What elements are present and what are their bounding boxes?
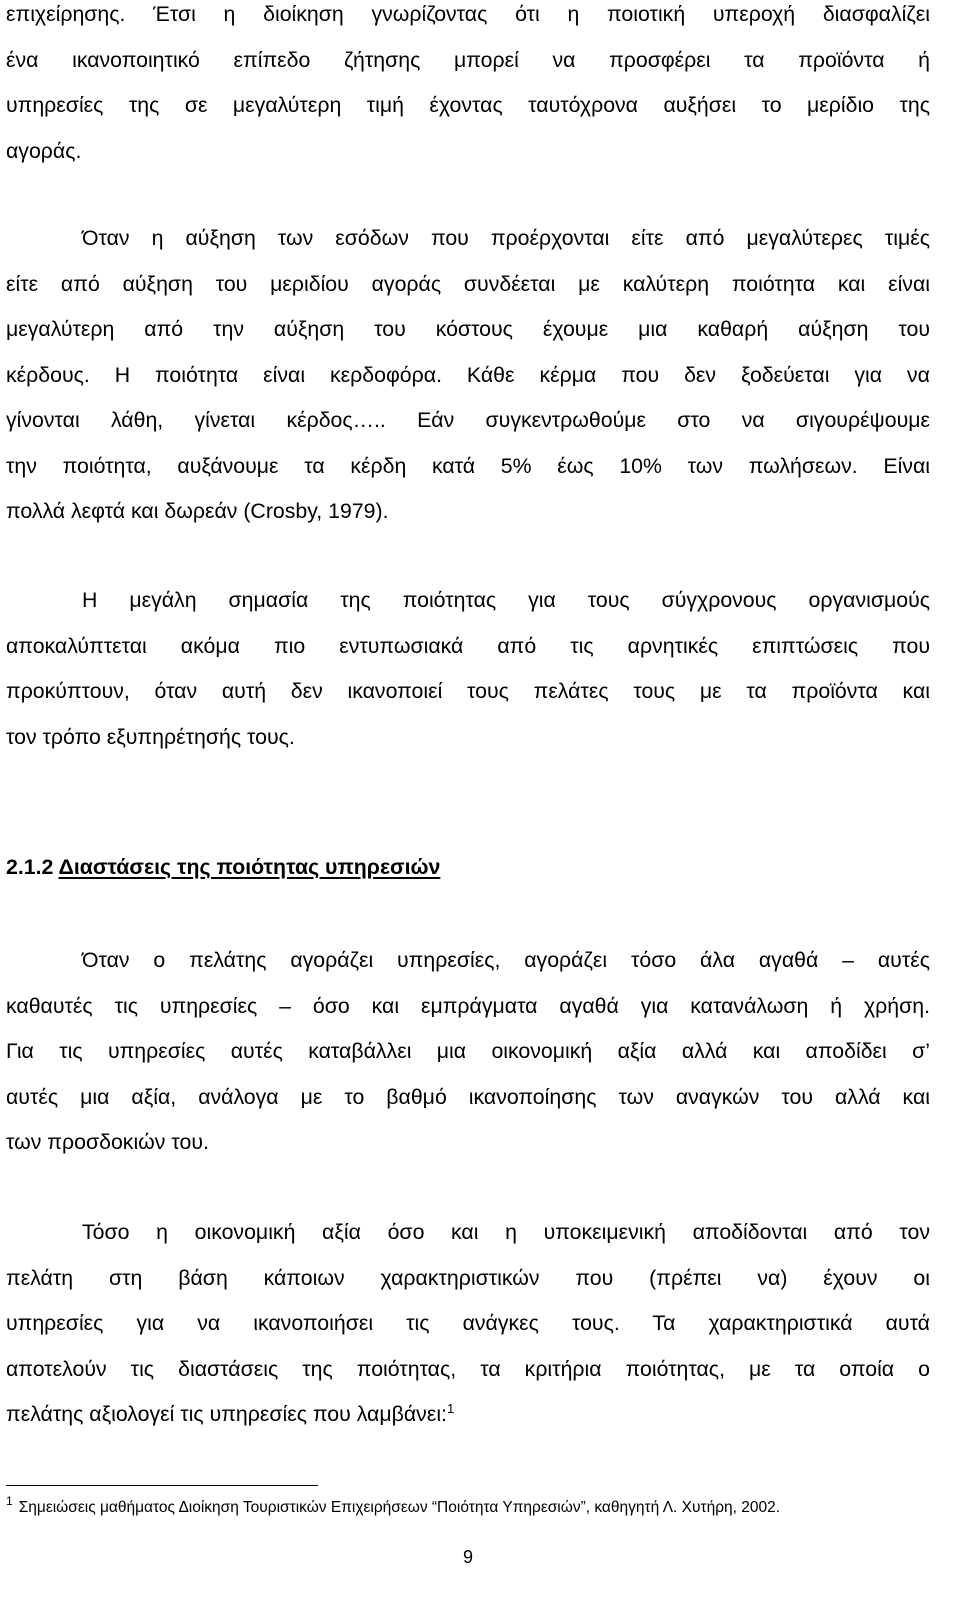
text-line: προκύπτουν, όταν αυτή δεν ικανοποιεί τους πελάτες τους με τα προϊόντα και	[6, 679, 930, 703]
text-line	[6, 1392, 930, 1438]
text-line: Όταν ο πελάτης αγοράζει υπηρεσίες, αγοράζει τόσο άλα αγαθά – αυτές	[82, 948, 930, 972]
text-line-content: πελάτης αξιολογεί τις υπηρεσίες που λαμβάνει:	[6, 1402, 447, 1426]
text-line: πελάτη στη βάση κάποιων χαρακτηριστικών που (πρέπει να) έχουν οι	[6, 1265, 930, 1290]
text-line: αποκαλύπτεται ακόμα πιο εντυπωσιακά από τις αρνητικές επιπτώσεις που	[6, 633, 930, 658]
text-line: αποτελούν τις διαστάσεις της ποιότητας, τα κριτήρια ποιότητας, με τα οποία ο	[6, 1356, 930, 1381]
text-line: μεγαλύτερη από την αύξηση του κόστους έχουμε μια καθαρή αύξηση του	[6, 317, 930, 341]
text-line: αγοράς.	[6, 138, 82, 163]
paragraph-5	[6, 1210, 930, 1438]
paragraph-1	[6, 0, 930, 174]
text-line: Τόσο η οικονομική αξία όσο και η υποκειμενική αποδίδονται από τον	[82, 1220, 930, 1244]
text-line: την ποιότητα, αυξάνουμε τα κέρδη κατά 5% έως 10% των πωλήσεων. Είναι	[6, 453, 930, 478]
section-number: 2.1.2	[6, 855, 54, 879]
text-line: επιχείρησης. Έτσι η διοίκηση γνωρίζοντας ότι η ποιοτική υπεροχή διασφαλίζει	[6, 2, 930, 26]
page-number: 9	[462, 1547, 473, 1567]
text-line: κέρδους. Η ποιότητα είναι κερδοφόρα. Κάθε κέρμα που δεν ξοδεύεται για να	[6, 362, 930, 387]
text-line: Η μεγάλη σημασία της ποιότητας για τους σύγχρονους οργανισμούς	[82, 588, 930, 612]
text-line: αυτές μια αξία, ανάλογα με το βαθμό ικανοποίησης των αναγκών του αλλά και	[6, 1084, 930, 1109]
text-line: καθαυτές τις υπηρεσίες – όσο και εμπράγματα αγαθά για κατανάλωση ή χρήση.	[6, 993, 930, 1018]
text-line: Όταν η αύξηση των εσόδων που προέρχονται είτε από μεγαλύτερες τιμές	[82, 226, 930, 250]
text-line: τον τρόπο εξυπηρέτησής τους.	[6, 724, 295, 749]
footnote-text: Σημειώσεις μαθήματος Διοίκηση Τουριστικών Επιχειρήσεων “Ποιότητα Υπηρεσιών”, καθηγητή Λ. Χυτήρη, 2002.	[18, 1499, 781, 1516]
text-line: των προσδοκιών του.	[6, 1130, 209, 1154]
text-line: Για τις υπηρεσίες αυτές καταβάλλει μια οικονομική αξία αλλά και αποδίδει σ’	[6, 1039, 930, 1063]
footnote-mark: 1	[6, 1494, 13, 1508]
paragraph-4	[6, 938, 930, 1166]
text-line: ένα ικανοποιητικό επίπεδο ζήτησης μπορεί να προσφέρει τα προϊόντα ή	[6, 47, 930, 72]
section-title: Διαστάσεις της ποιότητας υπηρεσιών	[58, 855, 441, 879]
text-line: υπηρεσίες για να ικανοποιήσει τις ανάγκες τους. Τα χαρακτηριστικά αυτά	[6, 1311, 930, 1335]
footnote-separator	[6, 1485, 318, 1486]
paragraph-3	[6, 578, 930, 760]
footnote-reference[interactable]: 1	[446, 1401, 455, 1416]
text-line: πολλά λεφτά και δωρεάν (Crosby, 1979).	[6, 499, 389, 523]
text-line: υπηρεσίες της σε μεγαλύτερη τιμή έχοντας ταυτόχρονα αυξήσει το μερίδιο της	[6, 93, 930, 117]
footnote	[6, 1496, 780, 1520]
text-line: είτε από αύξηση του μεριδίου αγοράς συνδέεται με καλύτερη ποιότητα και είναι	[6, 271, 930, 296]
text-line: γίνονται λάθη, γίνεται κέρδος….. Εάν συγκεντρωθούμε στο να σιγουρέψουμε	[6, 408, 930, 432]
section-heading	[6, 852, 440, 882]
paragraph-2	[6, 216, 930, 535]
